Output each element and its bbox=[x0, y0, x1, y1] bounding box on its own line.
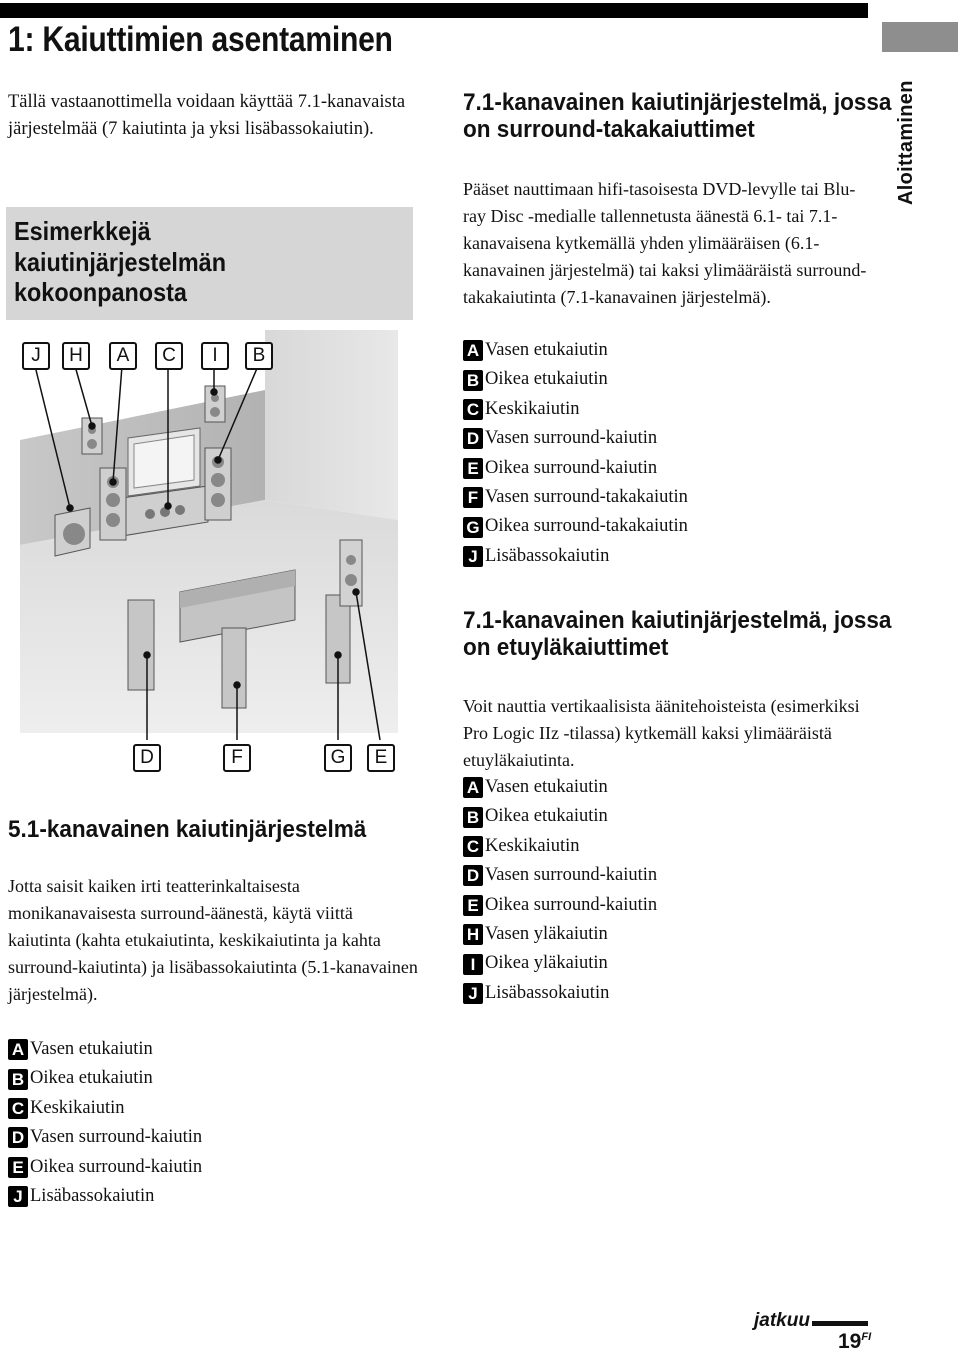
list-item bbox=[463, 773, 657, 802]
page-title: 1: Kaiuttimien asentaminen bbox=[8, 20, 393, 59]
diagram-label-c: C bbox=[155, 342, 183, 370]
list-item bbox=[8, 1153, 202, 1182]
list-item bbox=[8, 1064, 202, 1093]
speaker-label: Oikea surround-kaiutin bbox=[30, 1156, 203, 1177]
list-item bbox=[463, 336, 688, 365]
speaker-key-badge: B bbox=[463, 807, 483, 828]
surround-right-speaker bbox=[340, 540, 362, 606]
list-item bbox=[463, 832, 657, 861]
list-item bbox=[463, 454, 688, 483]
list-item bbox=[463, 395, 688, 424]
section-51-heading: 5.1-kanavainen kaiutinjärjestelmä bbox=[8, 816, 367, 843]
speaker-diagram bbox=[0, 330, 420, 800]
speaker-key-badge: J bbox=[463, 546, 483, 567]
speaker-label: Oikea surround-kaiutin bbox=[485, 457, 658, 478]
list-item bbox=[463, 483, 688, 512]
list-item bbox=[463, 861, 657, 890]
subwoofer bbox=[55, 508, 90, 556]
diagram-label-f: F bbox=[223, 744, 251, 772]
list-item bbox=[463, 512, 688, 541]
section-71-high-body: Voit nauttia vertikaalisista äänitehoisteista (esimerkiksi Pro Logic IIz -tilassa) kytkemäll kaksi ylimääräistä etuyläkaiutinta. bbox=[463, 696, 860, 770]
side-tab-label: Aloittaminen bbox=[895, 80, 917, 205]
list-item bbox=[8, 1123, 202, 1152]
speaker-label: Vasen yläkaiutin bbox=[485, 924, 608, 945]
list-item bbox=[8, 1182, 202, 1211]
speaker-key-badge: E bbox=[8, 1157, 28, 1178]
speaker-key-badge: J bbox=[463, 983, 483, 1004]
section-71-rear-list bbox=[463, 336, 688, 571]
speaker-label: Keskikaiutin bbox=[485, 398, 580, 419]
diagram-label-d: D bbox=[133, 744, 161, 772]
speaker-label: Keskikaiutin bbox=[485, 835, 580, 856]
speaker-key-badge: F bbox=[463, 487, 483, 508]
speaker-label: Vasen surround-kaiutin bbox=[485, 428, 658, 449]
diagram-label-e: E bbox=[367, 744, 395, 772]
diagram-label-a: A bbox=[109, 342, 137, 370]
speaker-key-badge: C bbox=[463, 836, 483, 857]
list-item bbox=[463, 802, 657, 831]
speaker-label: Vasen surround-kaiutin bbox=[485, 865, 658, 886]
diagram-label-h: H bbox=[62, 342, 90, 370]
speaker-key-badge: D bbox=[463, 865, 483, 886]
page-number-suffix: FI bbox=[861, 1331, 872, 1343]
speaker-key-badge: A bbox=[8, 1039, 28, 1060]
section-51-body: Jotta saisit kaiken irti teatterinkaltaisesta monikanavaisesta surround-äänestä, käytä viittä kaiutinta (kahta etukaiutinta, keskikaiutinta ja kahta surround-kaiutinta) ja lisäbassokaiutinta (5.1-kanavainen järjestelmä). bbox=[8, 876, 418, 1004]
intro-paragraph: Tällä vastaanottimella voidaan käyttää 7.1-kanavaista järjestelmää (7 kaiutinta ja yksi lisäbassokaiutin). bbox=[8, 92, 406, 139]
room-illustration bbox=[0, 330, 420, 800]
list-item bbox=[463, 542, 688, 571]
speaker-label: Vasen etukaiutin bbox=[485, 777, 608, 797]
speaker-label: Oikea etukaiutin bbox=[485, 806, 608, 827]
speaker-key-badge: E bbox=[463, 895, 483, 916]
speaker-key-badge: C bbox=[463, 399, 483, 420]
speaker-label: Lisäbassokaiutin bbox=[485, 982, 610, 1003]
speaker-key-badge: J bbox=[8, 1186, 28, 1207]
section-71-rear-heading: 7.1-kanavainen kaiutinjärjestelmä, jossa on surround-takakaiuttimet bbox=[463, 89, 892, 143]
surround-back-left-speaker bbox=[222, 628, 246, 708]
speaker-key-badge: E bbox=[463, 458, 483, 479]
list-item bbox=[463, 891, 657, 920]
continued-label: jatkuu bbox=[754, 1310, 810, 1331]
speaker-key-badge: B bbox=[463, 370, 483, 391]
speaker-key-badge: D bbox=[463, 428, 483, 449]
speaker-label: Oikea etukaiutin bbox=[30, 1068, 153, 1089]
section-71-rear-body: Pääset nauttimaan hifi-tasoisesta DVD-levylle tai Blu-ray Disc -medialle tallennetusta äänestä 6.1- tai 7.1-kanavaisena kytkemällä yhden ylimääräisen (6.1-kanavainen järjestelmä) tai kaksi ylimääräistä surround-takakaiutinta (7.1-kanavainen järjestelmä). bbox=[463, 179, 867, 307]
diagram-label-g: G bbox=[324, 744, 352, 772]
tv-stand bbox=[122, 428, 208, 536]
speaker-key-badge: B bbox=[8, 1069, 28, 1090]
speaker-label: Vasen etukaiutin bbox=[30, 1039, 153, 1059]
speaker-key-badge: I bbox=[463, 954, 483, 975]
speaker-key-badge: A bbox=[463, 340, 483, 361]
speaker-key-badge: G bbox=[463, 517, 483, 538]
speaker-label: Oikea surround-kaiutin bbox=[485, 894, 658, 915]
continued-rule bbox=[812, 1321, 868, 1326]
speaker-label: Vasen etukaiutin bbox=[485, 340, 608, 360]
header-bar bbox=[0, 3, 868, 18]
speaker-label: Oikea surround-takakaiutin bbox=[485, 516, 688, 537]
speaker-key-badge: C bbox=[8, 1098, 28, 1119]
right-wall bbox=[265, 330, 398, 520]
speaker-label: Vasen surround-takakaiutin bbox=[485, 487, 688, 508]
diagram-label-i: I bbox=[201, 342, 229, 370]
list-item bbox=[463, 424, 688, 453]
diagram-label-j: J bbox=[22, 342, 50, 370]
speaker-label: Keskikaiutin bbox=[30, 1097, 125, 1118]
section-71-high-list bbox=[463, 773, 657, 1008]
speaker-label: Lisäbassokaiutin bbox=[30, 1186, 155, 1207]
speaker-key-badge: H bbox=[463, 924, 483, 945]
speaker-label: Lisäbassokaiutin bbox=[485, 545, 610, 566]
speaker-label: Oikea etukaiutin bbox=[485, 369, 608, 390]
side-tab-marker bbox=[882, 22, 958, 52]
example-heading: Esimerkkejä kaiutinjärjestelmän kokoonpanosta bbox=[14, 216, 226, 307]
list-item bbox=[8, 1094, 202, 1123]
list-item bbox=[463, 365, 688, 394]
list-item bbox=[463, 949, 657, 978]
list-item bbox=[463, 979, 657, 1008]
page-number-value: 19 bbox=[838, 1330, 862, 1353]
speaker-key-badge: A bbox=[463, 777, 483, 798]
surround-left-speaker bbox=[128, 600, 154, 690]
list-item bbox=[463, 920, 657, 949]
section-51-list bbox=[8, 1035, 202, 1211]
page-number bbox=[838, 1330, 871, 1354]
section-71-high-heading: 7.1-kanavainen kaiutinjärjestelmä, jossa on etuyläkaiuttimet bbox=[463, 607, 892, 661]
diagram-label-b: B bbox=[245, 342, 273, 370]
list-item bbox=[8, 1035, 202, 1064]
speaker-key-badge: D bbox=[8, 1127, 28, 1148]
speaker-label: Oikea yläkaiutin bbox=[485, 953, 608, 974]
speaker-label: Vasen surround-kaiutin bbox=[30, 1127, 203, 1148]
